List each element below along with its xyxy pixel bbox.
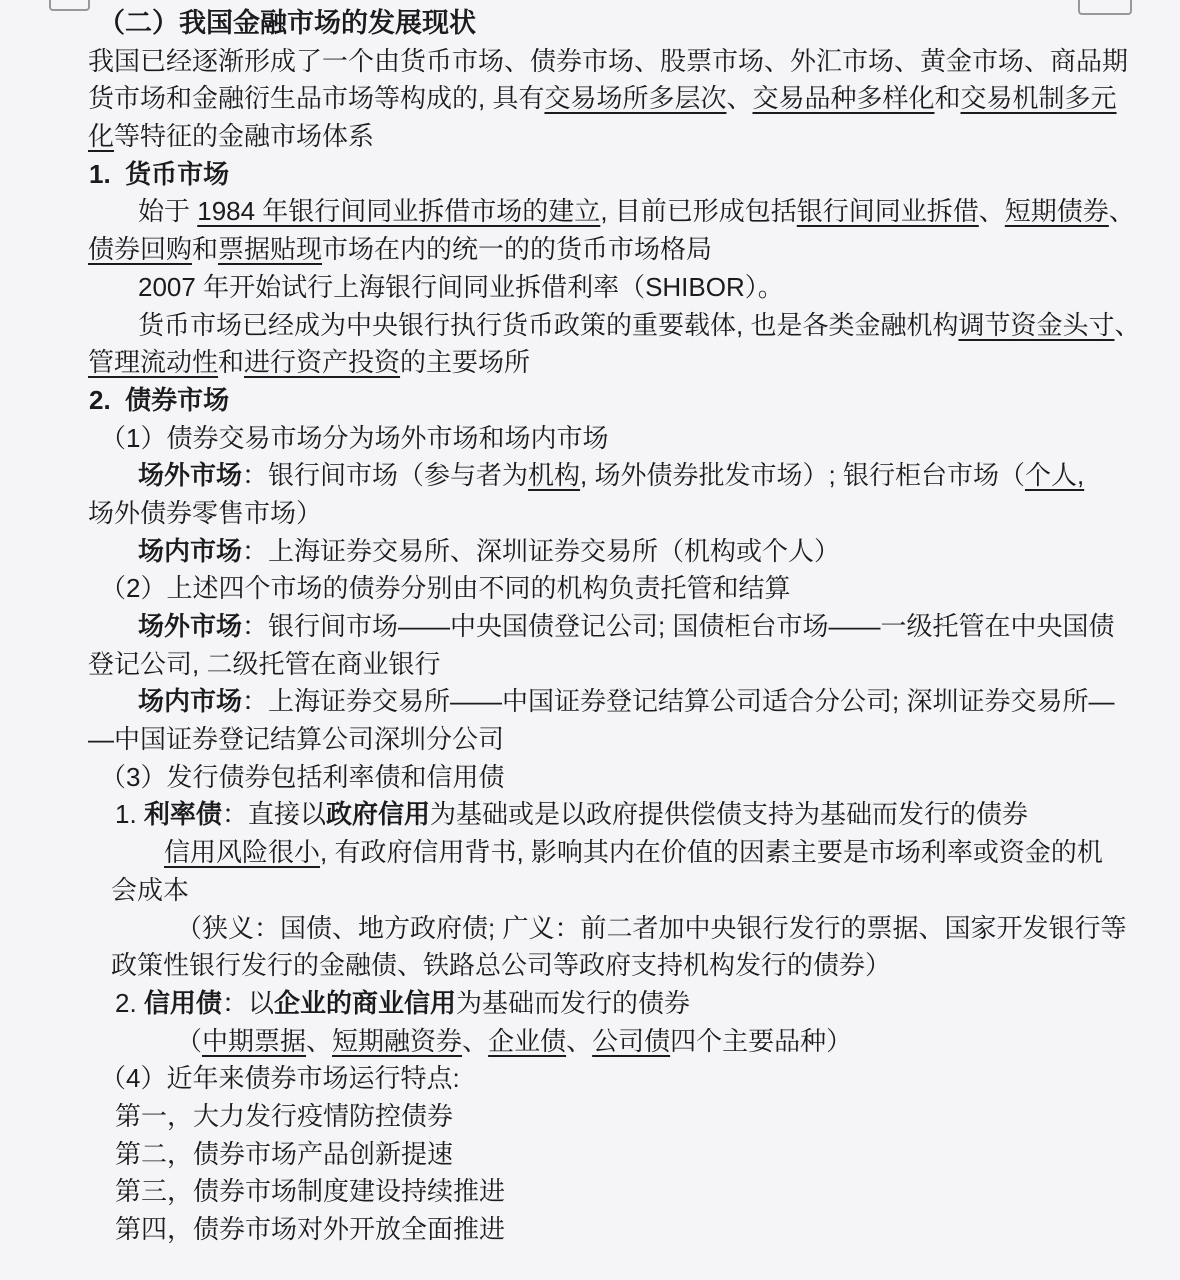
text-segment: , 场外债券批发市场）; 银行柜台市场（ bbox=[580, 460, 1025, 491]
text-line bbox=[88, 495, 1180, 533]
text-line bbox=[176, 1023, 1180, 1061]
text-segment: 货市场和金融衍生品市场等构成的, 具有 bbox=[88, 83, 545, 114]
text-segment: 信用风险很小 bbox=[164, 837, 321, 868]
text-segment: 、 bbox=[1114, 309, 1141, 340]
text-segment: 场外市场 bbox=[138, 460, 243, 491]
text-segment: ：银行间市场（参与者为 bbox=[242, 460, 529, 491]
text-line bbox=[89, 156, 1180, 194]
text-segment: 、 bbox=[726, 83, 753, 114]
text-segment: 和 bbox=[934, 83, 961, 114]
text-line bbox=[88, 646, 1180, 684]
text-line bbox=[115, 985, 1180, 1023]
text-segment: , 目前已形成包括 bbox=[600, 196, 797, 227]
text-segment: 利率债 bbox=[143, 799, 222, 830]
text-segment: 场外债券零售市场） bbox=[88, 497, 323, 528]
text-line bbox=[115, 796, 1180, 834]
text-segment: （ bbox=[176, 1025, 203, 1056]
text-segment: 市场在内的统一的的货币市场格局 bbox=[322, 234, 713, 265]
text-segment: 场外市场 bbox=[138, 611, 243, 641]
text-segment: 、 bbox=[306, 1025, 333, 1056]
text-line bbox=[115, 1098, 1180, 1136]
text-line bbox=[88, 721, 1180, 759]
text-line bbox=[100, 570, 1180, 608]
text-segment: 第三，债券市场制度建设持续推进 bbox=[115, 1176, 506, 1207]
text-line bbox=[88, 80, 1180, 118]
text-line bbox=[88, 43, 1180, 81]
text-segment: 为基础而发行的债券 bbox=[455, 987, 690, 1018]
text-segment: ：直接以 bbox=[221, 799, 326, 830]
text-segment: 场内市场 bbox=[138, 686, 243, 717]
text-segment: 短期融资券 bbox=[332, 1025, 463, 1056]
text-line bbox=[100, 420, 1180, 458]
text-segment: 银行间同业拆借 bbox=[796, 196, 979, 227]
text-segment: 企业的商业信用 bbox=[273, 987, 456, 1018]
text-segment: 短期债券 bbox=[1004, 196, 1109, 227]
text-segment: 和 bbox=[192, 234, 219, 265]
text-segment: 为基础或是以政府提供偿债支持为基础而发行的债券 bbox=[429, 799, 1028, 830]
cropped-box-fragment-top-left bbox=[49, 0, 90, 11]
text-segment: 和 bbox=[218, 347, 245, 378]
text-segment: 中期票据 bbox=[202, 1025, 307, 1056]
text-segment: 会成本 bbox=[111, 874, 190, 905]
text-segment: 第二，债券市场产品创新提速 bbox=[115, 1138, 454, 1169]
text-segment: 、 bbox=[978, 196, 1005, 227]
text-line bbox=[176, 910, 1180, 948]
text-segment: 企业债 bbox=[488, 1025, 567, 1056]
text-segment: 等特征的金融市场体系 bbox=[114, 121, 375, 152]
text-segment: 交易机制多元 bbox=[960, 83, 1117, 114]
text-segment: 登记公司, 二级托管在商业银行 bbox=[88, 648, 441, 679]
text-segment: 始于 bbox=[138, 196, 198, 227]
text-line bbox=[111, 947, 1180, 985]
text-segment: 机构 bbox=[528, 460, 581, 491]
text-line bbox=[138, 307, 1180, 345]
text-line bbox=[100, 759, 1180, 797]
text-segment: 1984 年银行间同业拆借市场的建立 bbox=[197, 196, 601, 227]
text-segment: 、 bbox=[1108, 196, 1135, 227]
text-line bbox=[138, 457, 1180, 495]
text-line bbox=[100, 1060, 1180, 1098]
text-segment: 交易品种多样化 bbox=[752, 83, 935, 114]
text-segment: 第一，大力发行疫情防控债券 bbox=[115, 1100, 454, 1131]
text-segment: 公司债 bbox=[592, 1025, 671, 1056]
text-segment: ：上海证券交易所、深圳证券交易所（机构或个人） bbox=[242, 535, 841, 566]
text-segment: 政府信用 bbox=[325, 799, 430, 830]
text-line bbox=[115, 1211, 1180, 1249]
text-segment: 、 bbox=[566, 1025, 593, 1056]
text-segment: ：银行间市场——中央国债登记公司; 国债柜台市场——一级托管在中央国债 bbox=[242, 611, 1115, 641]
text-line bbox=[115, 1136, 1180, 1174]
text-segment: ：以 bbox=[221, 987, 274, 1018]
text-segment: 的主要场所 bbox=[400, 347, 531, 378]
text-segment: 票据贴现 bbox=[218, 234, 323, 265]
text-line bbox=[89, 382, 1180, 420]
text-segment: ：上海证券交易所——中国证券登记结算公司适合分公司; 深圳证券交易所— bbox=[242, 686, 1115, 717]
text-segment: —中国证券登记结算公司深圳分公司 bbox=[88, 724, 505, 755]
text-segment: 四个主要品种） bbox=[670, 1025, 853, 1056]
text-segment: 交易场所多层次 bbox=[544, 83, 727, 114]
text-segment: 调节资金头寸 bbox=[958, 309, 1115, 340]
text-segment: 信用债 bbox=[143, 987, 222, 1018]
text-segment: 场内市场 bbox=[138, 535, 243, 566]
text-segment: 1. 货币市场 bbox=[89, 158, 230, 189]
text-line bbox=[88, 118, 1180, 156]
text-segment: 第四，债券市场对外开放全面推进 bbox=[115, 1214, 506, 1244]
text-line bbox=[138, 269, 1180, 307]
text-line bbox=[88, 231, 1180, 269]
text-line bbox=[111, 872, 1180, 910]
text-segment: 化 bbox=[88, 121, 115, 152]
text-segment: 1. bbox=[115, 799, 144, 830]
text-segment: 债券回购 bbox=[88, 234, 193, 265]
text-line bbox=[164, 834, 1180, 872]
text-line bbox=[88, 344, 1180, 382]
text-line bbox=[138, 193, 1180, 231]
document-body bbox=[88, 5, 1180, 1249]
text-segment: , 有政府信用背书, 影响其内在价值的因素主要是市场利率或资金的机 bbox=[320, 837, 1103, 868]
text-segment: 、 bbox=[462, 1025, 489, 1056]
text-segment: 个人, bbox=[1024, 460, 1085, 491]
text-segment: 货币市场已经成为中央银行执行货币政策的重要载体, 也是各类金融机构 bbox=[138, 309, 959, 340]
text-segment: （二）我国金融市场的发展现状 bbox=[98, 8, 476, 38]
text-segment: （1）债券交易市场分为场外市场和场内市场 bbox=[100, 422, 609, 453]
text-line bbox=[138, 608, 1180, 646]
text-segment: 政策性银行发行的金融债、铁路总公司等政府支持机构发行的债券） bbox=[111, 950, 892, 981]
text-segment: 我国已经逐渐形成了一个由货币市场、债券市场、股票市场、外汇市场、黄金市场、商品期 bbox=[88, 45, 1129, 76]
text-segment: 2. 债券市场 bbox=[89, 384, 230, 415]
text-line bbox=[98, 5, 1180, 43]
text-segment: 管理流动性 bbox=[88, 347, 219, 378]
text-segment: 2. bbox=[115, 987, 144, 1018]
text-segment: （狭义：国债、地方政府债; 广义：前二者加中央银行发行的票据、国家开发银行等 bbox=[176, 912, 1127, 943]
text-line bbox=[138, 533, 1180, 571]
text-line bbox=[138, 683, 1180, 721]
text-segment: （4）近年来债券市场运行特点: bbox=[100, 1063, 460, 1094]
text-segment: 进行资产投资 bbox=[244, 347, 401, 378]
text-segment: 2007 年开始试行上海银行间同业拆借利率（SHIBOR）。 bbox=[138, 271, 784, 302]
text-segment: （3）发行债券包括利率债和信用债 bbox=[100, 761, 505, 792]
text-segment: （2）上述四个市场的债券分别由不同的机构负责托管和结算 bbox=[100, 573, 791, 604]
text-line bbox=[115, 1173, 1180, 1211]
